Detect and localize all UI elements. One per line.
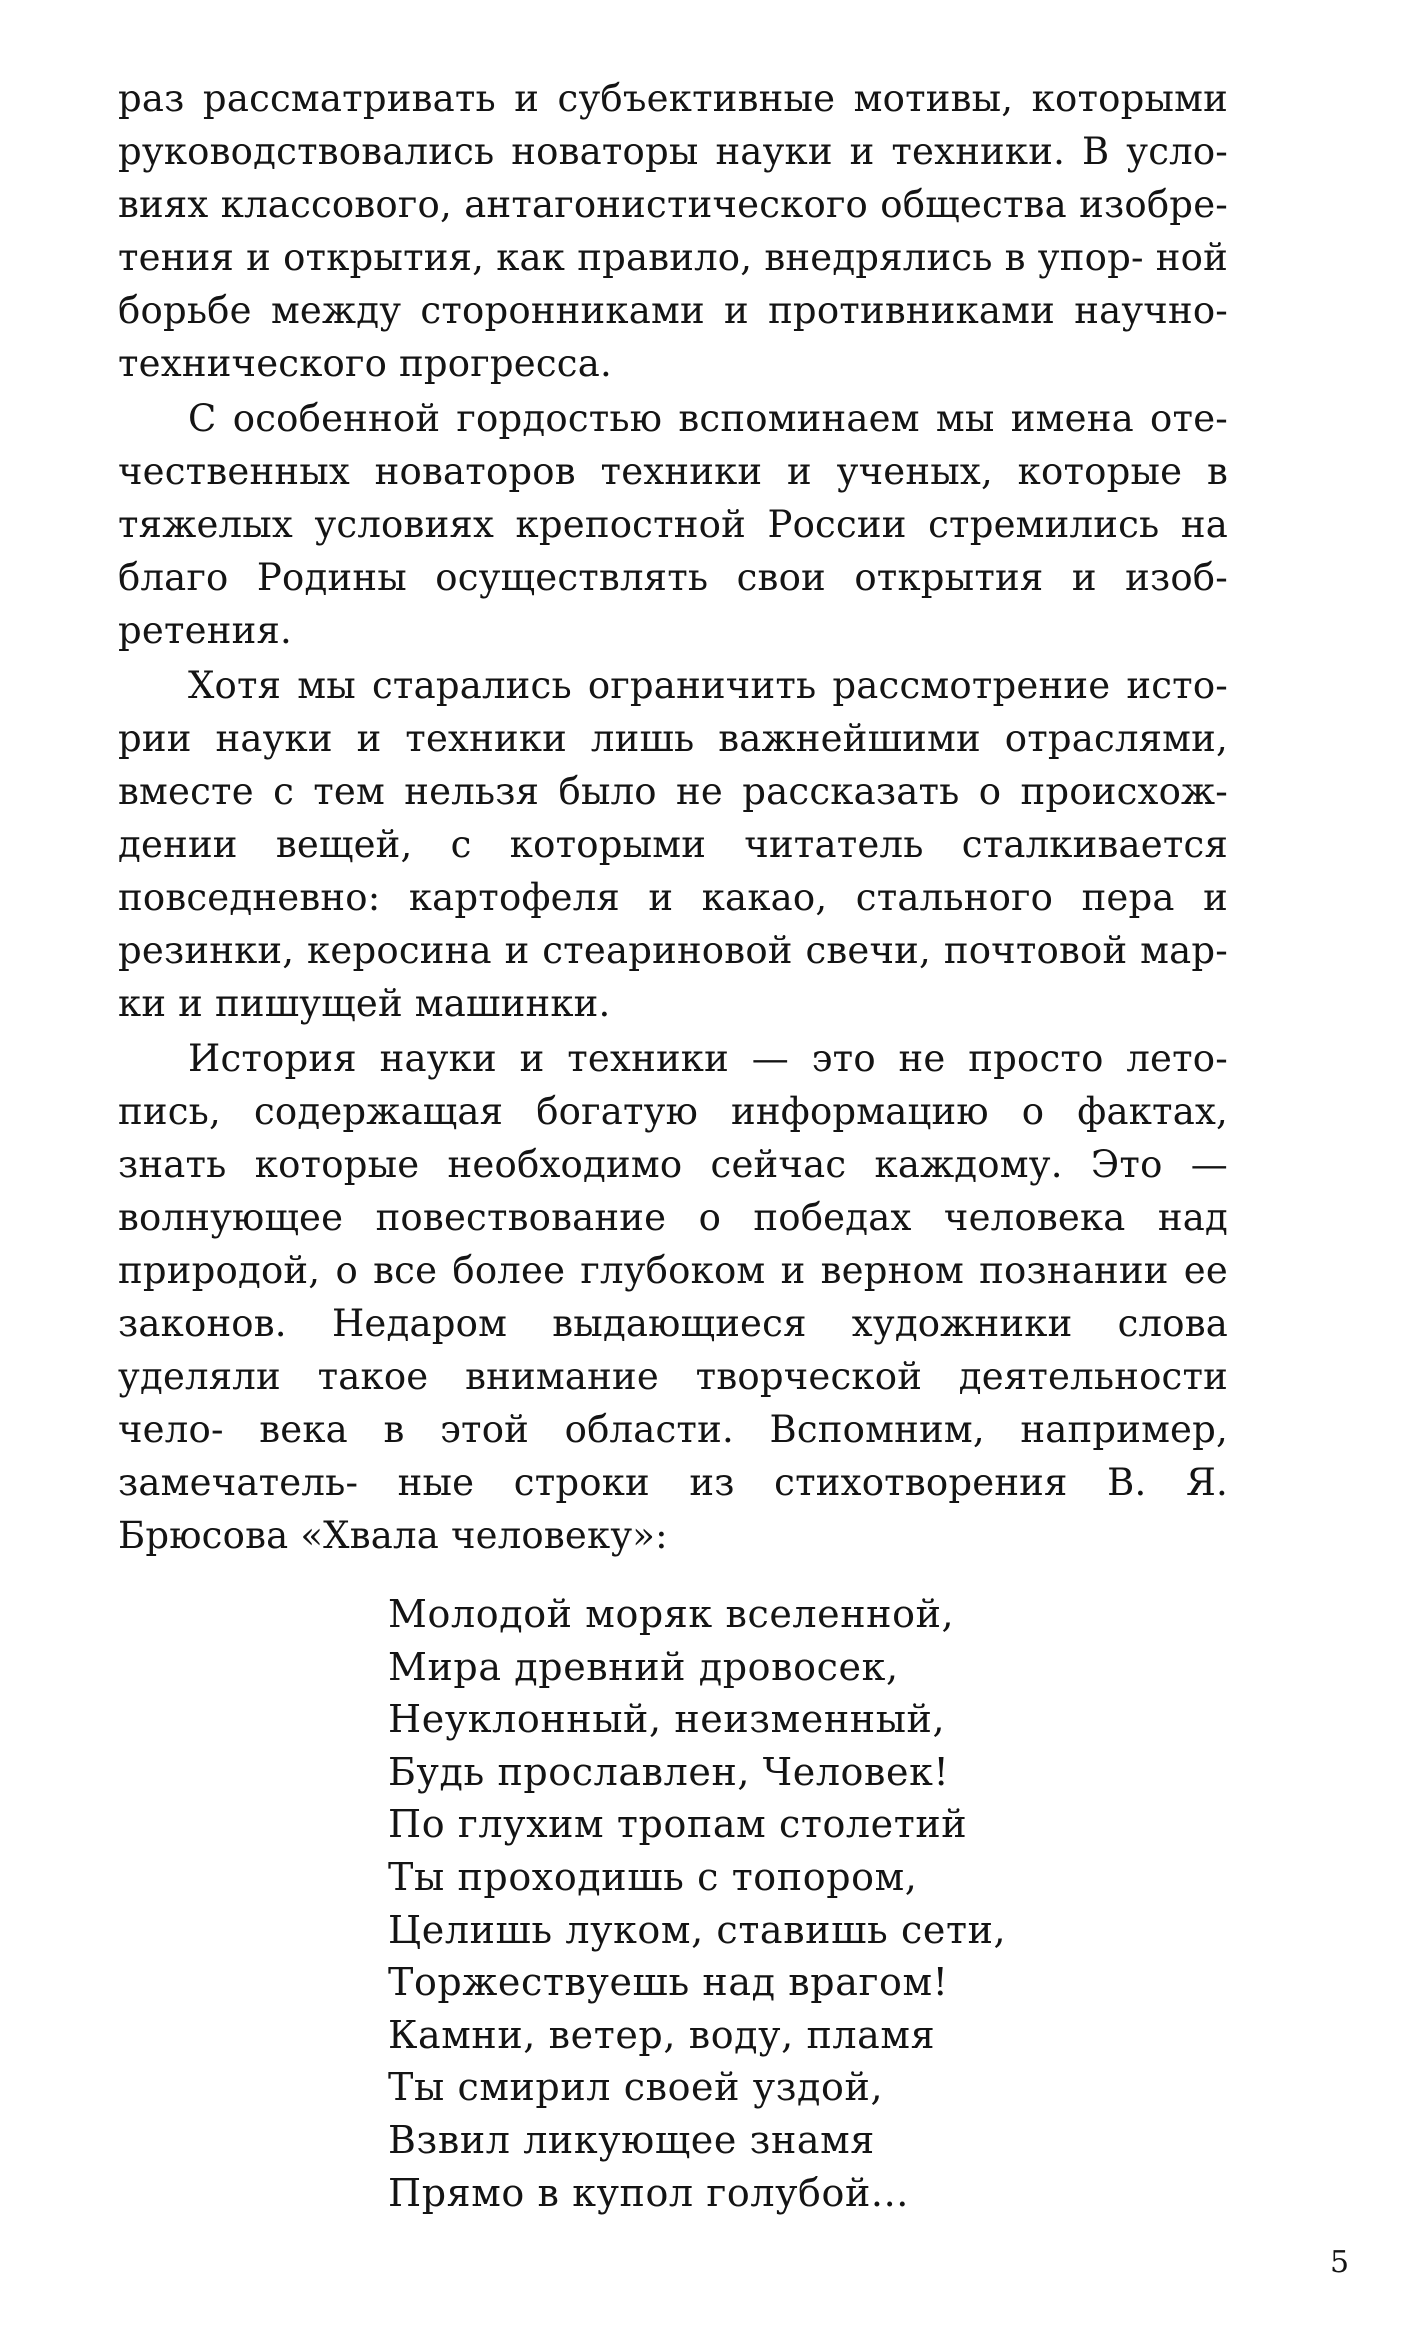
poem-line: Торжествуешь над врагом!	[388, 1960, 949, 2005]
text-line: ки и пишущей машинки.	[118, 982, 611, 1025]
poem-line: Камни, ветер, воду, пламя	[388, 2012, 936, 2057]
text-line: пись, содержащая богатую информацию о фактах,	[118, 1090, 1228, 1133]
text-line: знать которые необходимо сейчас каждому. Это —	[118, 1143, 1228, 1186]
poem-quote	[388, 1588, 1188, 2219]
text-line: Хотя мы старались ограничить рассмотрение исто-	[188, 664, 1228, 707]
text-line: виях классового, антагонистического общества изобре-	[118, 183, 1228, 226]
text-line: уделяли такое внимание творческой деятельности чело-	[118, 1355, 1228, 1451]
text-line: дении вещей, с которыми читатель сталкивается	[118, 823, 1228, 866]
text-line: чественных новаторов техники и ученых, которые	[118, 450, 1183, 493]
text-line: научно-технического прогресса.	[118, 289, 1228, 385]
text-line: ные строки из стихотворения В. Я. Брюсова «Хвала	[118, 1461, 1228, 1557]
text-line: резинки, керосина и стеариновой свечи, почтовой мар-	[118, 929, 1228, 972]
text-line: История науки и техники — это не просто лето-	[188, 1037, 1228, 1080]
paragraph-3	[118, 659, 1228, 1030]
text-line: повседневно: картофеля и какао, стального пера и	[118, 876, 1228, 919]
poem-line: Ты проходишь с топором,	[388, 1854, 918, 1899]
text-line: человеку»:	[450, 1514, 668, 1557]
paragraph-1	[118, 72, 1228, 390]
text-line: на благо Родины осуществлять свои открытия и изоб-	[118, 503, 1228, 599]
paragraph-2	[118, 392, 1228, 657]
page-number: 5	[1330, 2245, 1350, 2280]
poem-line: Ты смирил своей уздой,	[388, 2065, 884, 2110]
text-line: вместе с тем нельзя было не рассказать о происхож-	[118, 770, 1228, 813]
text-line: волнующее повествование о победах человека над	[118, 1196, 1228, 1239]
poem-line: Молодой моряк вселенной,	[388, 1592, 955, 1636]
text-line: рии науки и техники лишь важнейшими отраслями,	[118, 717, 1228, 760]
text-line: тения и открытия, как правило, внедрялись в упор-	[118, 236, 1144, 279]
text-line: в тяжелых условиях крепостной России стремились	[118, 450, 1228, 546]
poem-line: Неуклонный, неизменный,	[388, 1697, 946, 1742]
poem-line: Прямо в купол голубой...	[388, 2170, 909, 2215]
poem-line: Целишь луком, ставишь сети,	[388, 1907, 1007, 1952]
text-line: ее законов. Недаром выдающиеся художники слова	[118, 1249, 1228, 1345]
text-line: С особенной гордостью вспоминаем мы имена оте-	[188, 397, 1228, 440]
text-line: руководствовались новаторы науки и техники. В усло-	[118, 130, 1228, 173]
poem-line: Будь прославлен, Человек!	[388, 1749, 950, 1794]
poem-line: Мира древний дровосек,	[388, 1644, 899, 1689]
text-line: природой, о все более глубоком и верном познании	[118, 1249, 1169, 1292]
text-line: ной борьбе между сторонниками и противниками	[118, 236, 1228, 332]
poem-line: Взвил ликующее знамя	[388, 2117, 875, 2162]
body-text	[118, 72, 1228, 1562]
text-line: века в этой области. Вспомним, например, замечатель-	[118, 1408, 1228, 1504]
paragraph-4	[118, 1032, 1228, 1562]
poem-line: По глухим тропам столетий	[388, 1802, 968, 1847]
text-line: раз рассматривать и субъективные мотивы, которыми	[118, 77, 1228, 120]
text-line: ретения.	[118, 609, 292, 652]
